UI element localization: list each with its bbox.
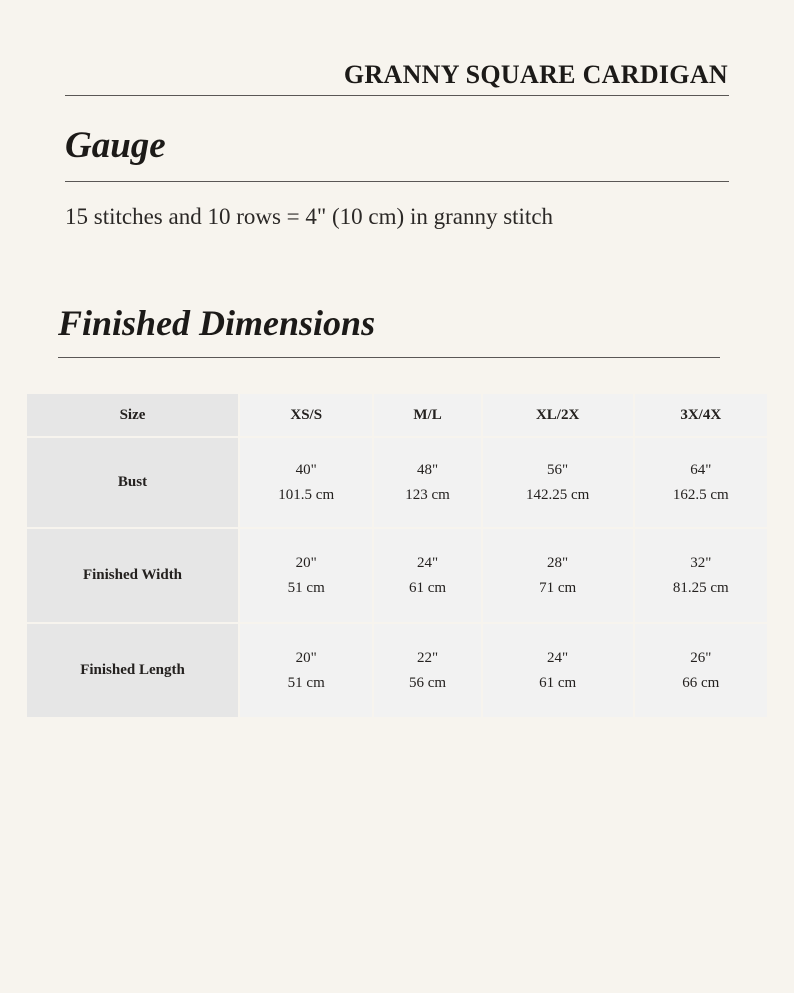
- table-cell: [634, 528, 768, 623]
- inch-value: 48": [416, 461, 439, 478]
- gauge-text: 15 stitches and 10 rows = 4" (10 cm) in granny stitch: [65, 204, 554, 229]
- inch-value: 20": [295, 649, 317, 666]
- column-header: 3X/4X: [634, 393, 768, 437]
- cm-value: 51 cm: [287, 579, 325, 596]
- table-cell: [634, 437, 768, 528]
- table-cell: [482, 437, 634, 528]
- table-header-row: [26, 393, 768, 437]
- cm-value: 123 cm: [405, 486, 450, 503]
- table-cell: [239, 528, 373, 623]
- table-cell: [482, 528, 634, 623]
- table-cell: [239, 623, 373, 718]
- inch-value: 56": [547, 461, 569, 478]
- table-row: [26, 528, 768, 623]
- column-header: M/L: [373, 393, 481, 437]
- dimensions-heading: Finished Dimensions: [58, 303, 376, 343]
- inch-value: 24": [416, 554, 439, 571]
- cm-value: 142.25 cm: [525, 486, 590, 503]
- gauge-heading: Gauge: [65, 125, 166, 166]
- inch-value: 64": [690, 461, 712, 478]
- cm-value: 71 cm: [539, 579, 577, 596]
- table-cell: [239, 437, 373, 528]
- cm-value: 101.5 cm: [278, 486, 335, 503]
- row-label: Finished Width: [26, 528, 239, 623]
- dimensions-divider: [58, 357, 720, 358]
- inch-value: 22": [416, 649, 439, 666]
- table-row: [26, 623, 768, 718]
- inch-value: 20": [295, 554, 317, 571]
- column-header: Size: [26, 393, 239, 437]
- inch-value: 26": [690, 649, 712, 666]
- row-label: Finished Length: [26, 623, 239, 718]
- cm-value: 56 cm: [409, 674, 447, 691]
- inch-value: 32": [690, 554, 712, 571]
- cm-value: 66 cm: [682, 674, 720, 691]
- table-cell: [373, 623, 481, 718]
- inch-value: 40": [295, 461, 317, 478]
- table-cell: [482, 623, 634, 718]
- title-divider: [65, 95, 729, 96]
- cm-value: 61 cm: [539, 674, 577, 691]
- row-label: Bust: [26, 437, 239, 528]
- cm-value: 81.25 cm: [672, 579, 729, 596]
- table-cell: [373, 528, 481, 623]
- inch-value: 28": [547, 554, 569, 571]
- cm-value: 61 cm: [409, 579, 447, 596]
- table-row: [26, 437, 768, 528]
- column-header: XL/2X: [482, 393, 634, 437]
- table-cell: [634, 623, 768, 718]
- cm-value: 162.5 cm: [672, 486, 729, 503]
- gauge-divider: [65, 181, 729, 182]
- document-title: GRANNY SQUARE CARDIGAN: [343, 60, 728, 89]
- table-cell: [373, 437, 481, 528]
- cm-value: 51 cm: [287, 674, 325, 691]
- inch-value: 24": [547, 649, 569, 666]
- column-header: XS/S: [239, 393, 373, 437]
- dimensions-table: [25, 392, 769, 719]
